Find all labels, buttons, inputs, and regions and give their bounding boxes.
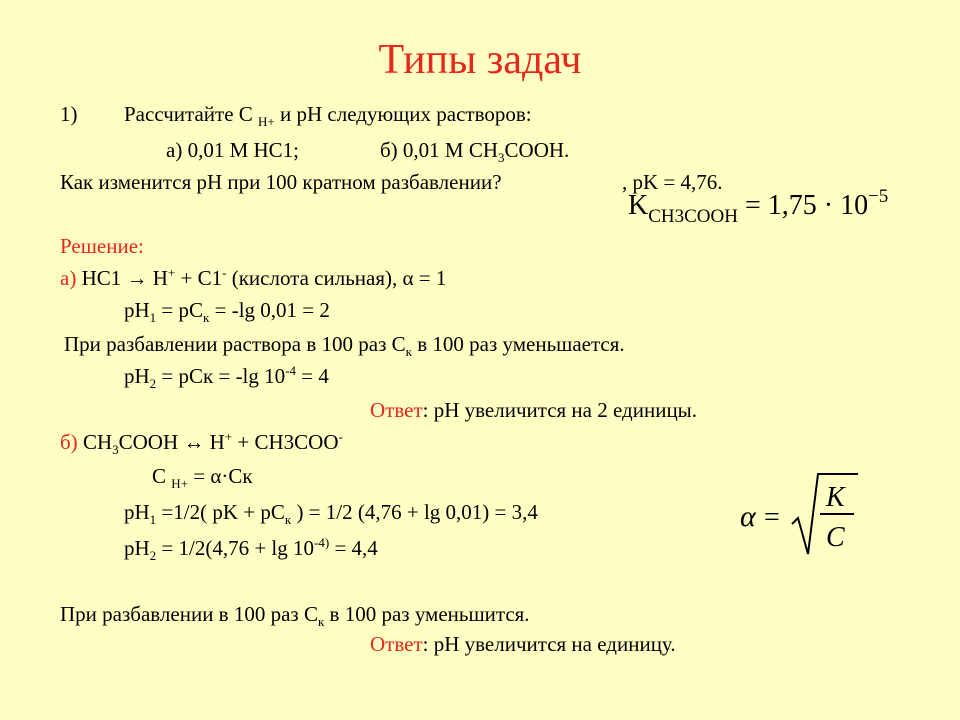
alpha-sqrt-formula xyxy=(740,468,860,560)
answer-a: Ответ: pH увеличится на 2 единицы. xyxy=(370,398,698,422)
alpha-symbol: α xyxy=(740,500,756,533)
solution-b-ph1: $pH_1 =1/2$( pK + $pC_к$ ) = 1/2 (4,76 + lg 0,01) = 3,4 xyxy=(124,500,538,528)
solution-a-ph1: $pH_1 = pC_к = -\lg$ 0,01 = 2 xyxy=(124,298,330,326)
solution-b-dilution: При разбавлении в 100 раз $С_к$ в 100 раз уменьшится. xyxy=(60,602,530,630)
solution-a-equation: а) НС1 → H+ + C1- (кислота сильная), α = 1 xyxy=(60,265,447,290)
k-constant-formula: $K_{CH3COOH} = 1,75 \cdot 10^{-5}$ xyxy=(628,186,889,227)
solution-a-dilution: При разбавлении раствора в 100 раз $С_к$ в 100 раз уменьшается. xyxy=(64,332,625,360)
solution-heading: Решение: xyxy=(60,234,144,258)
answer-b: Ответ: pH увеличится на единицу. xyxy=(370,632,676,656)
solution-b-ph2: $pH_2 = 1/2(4,76 + \lg 10^{-4)} = 4,4$ xyxy=(124,535,378,564)
slide-title: Типы задач xyxy=(378,37,582,83)
fraction-denominator: C xyxy=(826,522,845,553)
task-line-2a: а) 0,01 М НС1; xyxy=(166,138,299,162)
task-line-3: Как изменится pH при 100 кратном разбавлении? xyxy=(60,170,502,194)
task-number: 1) xyxy=(60,102,78,126)
solution-b-equation: б) $CH_3COOH$ ↔ H+ + CH3COO- xyxy=(60,429,343,458)
task-line-1: Рассчитайте C $_{H+}$ и pH следующих растворов: xyxy=(124,102,532,130)
task-line-2b: б) 0,01 М $CH_3COOH$. xyxy=(380,138,570,166)
fraction-numerator: K xyxy=(826,482,845,513)
solution-a-ph2: $pH_2$ = pCк = -lg $10^{-4} = 4$ xyxy=(124,363,329,392)
equals-sign: = xyxy=(764,502,780,533)
solution-b-ch: C $_{H+}$ = α·Cк xyxy=(152,464,253,492)
task-pk: , pK = 4,76. xyxy=(622,170,723,194)
